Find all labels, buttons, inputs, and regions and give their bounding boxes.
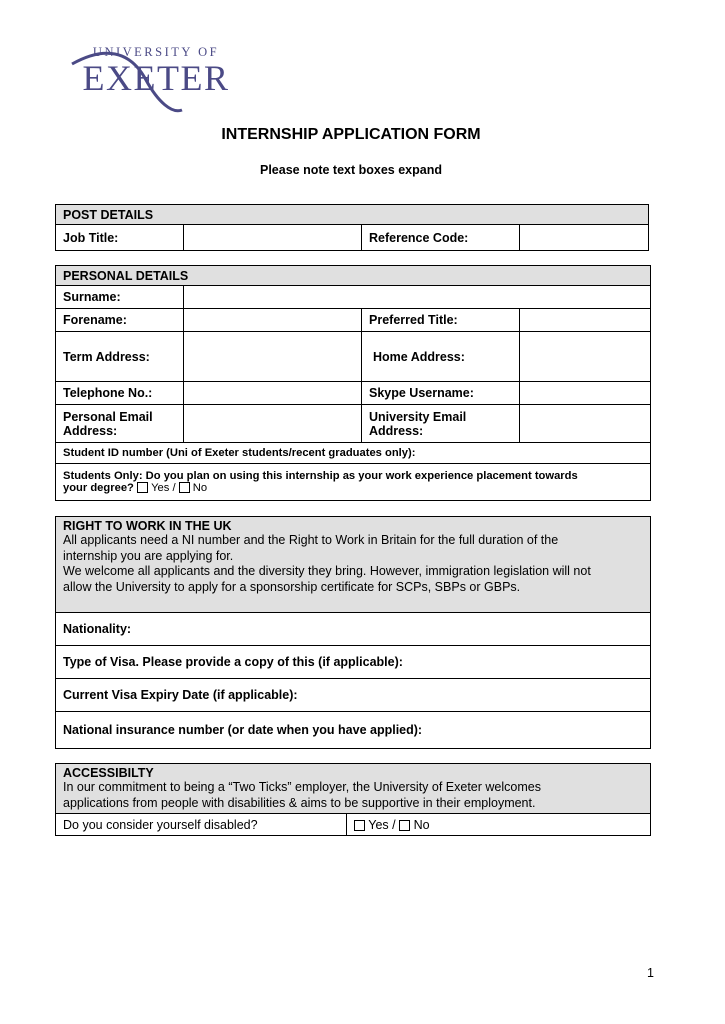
disabled-no-label: No (413, 817, 430, 832)
job-title-field[interactable] (184, 225, 362, 251)
student-id-row[interactable]: Student ID number (Uni of Exeter students/recent graduates only): (56, 443, 651, 464)
right-to-work-table (55, 516, 651, 749)
personal-details-header: PERSONAL DETAILS (56, 266, 651, 286)
nationality-row[interactable]: Nationality: (56, 613, 651, 646)
personal-email-label (56, 405, 184, 443)
disabled-no-checkbox[interactable] (399, 820, 410, 831)
reference-code-field[interactable] (520, 225, 649, 251)
right-to-work-header: RIGHT TO WORK IN THE UK (63, 519, 232, 533)
surname-field[interactable] (184, 286, 651, 309)
right-to-work-line3: We welcome all applicants and the diversity they bring. However, immigration legislation will not (63, 564, 591, 578)
term-address-label: Term Address: (56, 332, 184, 382)
university-email-label (362, 405, 520, 443)
personal-details-table (55, 265, 651, 501)
job-title-label: Job Title: (56, 225, 184, 251)
placement-no-checkbox[interactable] (179, 482, 190, 493)
telephone-field[interactable] (184, 382, 362, 405)
visa-type-row[interactable]: Type of Visa. Please provide a copy of this (if applicable): (56, 646, 651, 679)
personal-email-field[interactable] (184, 405, 362, 443)
students-only-line2: your degree? (63, 482, 134, 494)
right-to-work-line4: allow the University to apply for a sponsorship certificate for SCPs, SBPs or GBPs. (63, 579, 521, 594)
disabled-yes-label: Yes / (368, 817, 396, 832)
page-number: 1 (647, 966, 654, 980)
surname-label: Surname: (56, 286, 184, 309)
accessibility-line2: applications from people with disabilities & aims to be supportive in their employment. (63, 795, 536, 810)
visa-expiry-row[interactable]: Current Visa Expiry Date (if applicable): (56, 679, 651, 712)
right-to-work-line2: internship you are applying for. (63, 548, 234, 563)
logo-line2: EXETER (82, 58, 230, 98)
form-title: INTERNSHIP APPLICATION FORM (221, 126, 481, 143)
disabled-answer-cell (347, 814, 651, 836)
forename-label: Forename: (56, 309, 184, 332)
ni-number-row[interactable]: National insurance number (or date when you have applied): (56, 712, 651, 749)
disabled-yes-checkbox[interactable] (354, 820, 365, 831)
accessibility-header-cell (56, 764, 651, 814)
home-address-label: Home Address: (362, 332, 520, 382)
accessibility-header: ACCESSIBILTY (63, 766, 154, 780)
placement-yes-checkbox[interactable] (137, 482, 148, 493)
university-of-exeter-logo (64, 40, 244, 120)
accessibility-line1: In our commitment to being a “Two Ticks” employer, the University of Exeter welcomes (63, 780, 541, 794)
home-address-field[interactable] (520, 332, 651, 382)
placement-no-label: No (192, 482, 208, 494)
students-only-line1: Students Only: Do you plan on using this internship as your work experience placement towards (63, 470, 578, 482)
skype-username-field[interactable] (520, 382, 651, 405)
right-to-work-line1: All applicants need a NI number and the Right to Work in Britain for the full duration of the (63, 533, 559, 547)
skype-username-label: Skype Username: (362, 382, 520, 405)
students-only-row (56, 464, 651, 501)
preferred-title-label: Preferred Title: (362, 309, 520, 332)
post-details-table (55, 204, 649, 251)
placement-yes-label: Yes / (151, 482, 176, 494)
accessibility-table (55, 763, 651, 836)
disabled-question-label: Do you consider yourself disabled? (56, 814, 347, 836)
university-email-label-line1: University Email (369, 409, 467, 424)
form-note: Please note text boxes expand (259, 163, 442, 177)
forename-field[interactable] (184, 309, 362, 332)
telephone-label: Telephone No.: (56, 382, 184, 405)
post-details-header: POST DETAILS (56, 205, 649, 225)
university-email-field[interactable] (520, 405, 651, 443)
reference-code-label: Reference Code: (362, 225, 520, 251)
right-to-work-header-cell (56, 517, 651, 613)
logo-line1: UNIVERSITY OF (92, 45, 220, 59)
personal-email-label-line2: Address: (63, 423, 118, 438)
preferred-title-field[interactable] (520, 309, 651, 332)
university-email-label-line2: Address: (369, 423, 424, 438)
personal-email-label-line1: Personal Email (63, 409, 153, 424)
term-address-field[interactable] (184, 332, 362, 382)
